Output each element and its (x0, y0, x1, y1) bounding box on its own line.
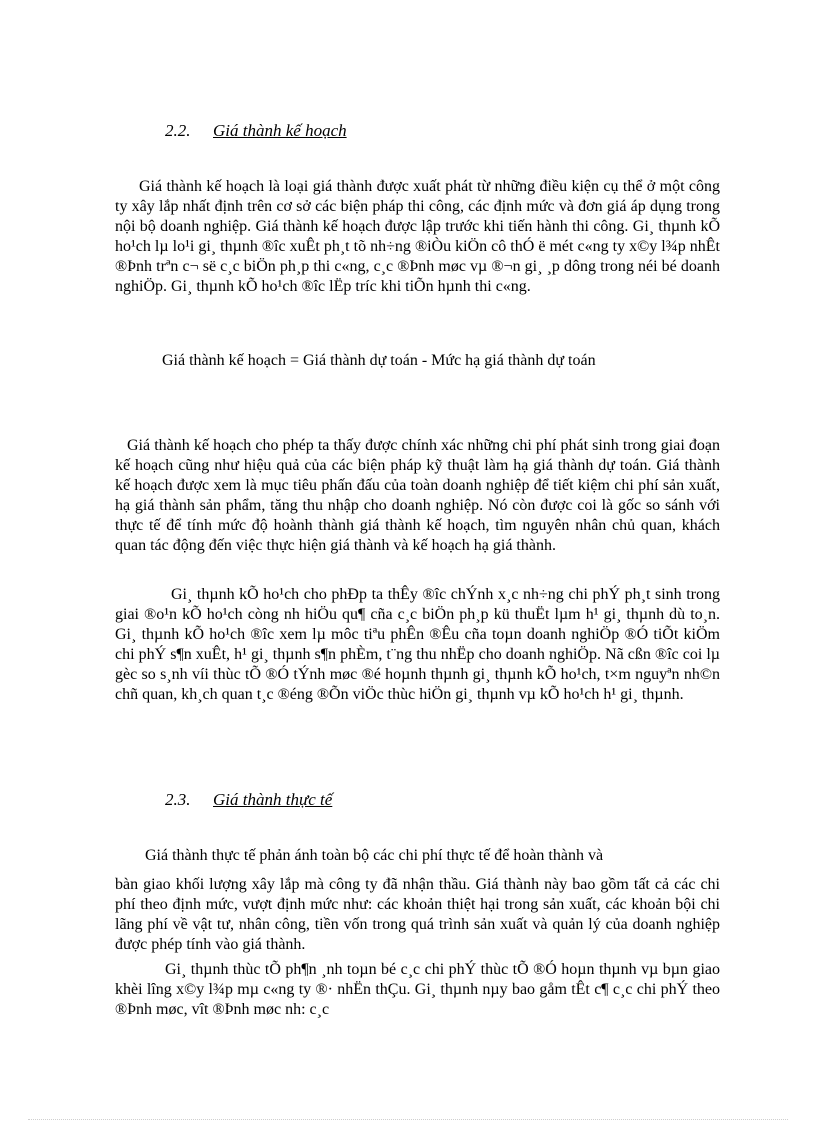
paragraph-actual-cost-legacy: Gi¸ thµnh thùc tÕ ph¶n ¸nh toµn bé c¸c chi phÝ thùc tÕ ®Ó hoµn thµnh vµ bµn giao khèi lîng x©y l¾p mµ c«ng ty ®· nhËn thÇu. Gi¸ thµnh nµy bao gåm tÊt c¶ c¸c chi phÝ theo ®Þnh møc, vît ®Þnh møc nh: c¸c (115, 961, 720, 1018)
paragraph-plan-cost-definition: Giá thành kế hoạch là loại giá thành được xuất phát từ những điều kiện cụ thể ở một công ty xây lắp nhất định trên cơ sở các biện pháp thi công, các định mức và đơn giá áp dụng trong nội bộ doanh nghiệp. Giá thành kế hoạch được lập trước khi tiến hành thi công. Gi¸ thµnh kÕ ho¹ch lµ lo¹i gi¸ thµnh ®îc xuÊt ph¸t tõ nh÷ng ®iÒu kiÖn cô thÓ ë mét c«ng ty x©y l¾p nhÊt ®Þnh trªn c¬ së c¸c biÖn ph¸p thi c«ng, c¸c ®Þnh møc vµ ®¬n gi¸ ¸p dông trong néi bé doanh nghiÖp. Gi¸ thµnh kÕ ho¹ch ®îc lËp tríc khi tiÕn hµnh thi c«ng. (115, 178, 720, 295)
section-number: 2.3. (165, 790, 191, 809)
page-bottom-divider (28, 1119, 788, 1120)
paragraph-plan-cost-purpose-legacy: Gi¸ thµnh kÕ ho¹ch cho phÐp ta thÊy ®îc chÝnh x¸c nh÷ng chi phÝ ph¸t sinh trong giai ®o¹n kÕ ho¹ch còng nh hiÖu qu¶ cña c¸c biÖn ph¸p kü thuËt lµm h¹ gi¸ thµnh dù to¸n. Gi¸ thµnh kÕ ho¹ch ®îc xem lµ môc tiªu phÊn ®Êu cña toµn doanh nghiÖp ®Ó tiÕt kiÖm chi phÝ s¶n xuÊt, h¹ gi¸ thµnh s¶n phÈm, t¨ng thu nhËp cho doanh nghiÖp. Nã cßn ®îc coi lµ gèc so s¸nh víi thùc tÕ ®Ó tÝnh møc ®é hoµnh thµnh gi¸ thµnh kÕ ho¹ch, t×m nguyªn nh©n chñ quan, kh¸ch quan t¸c ®éng ®Õn viÖc thùc hiÖn gi¸ thµnh vµ kÕ ho¹ch h¹ gi¸ thµnh. (115, 586, 720, 703)
paragraph-actual-cost-definition: bàn giao khối lượng xây lắp mà công ty đã nhận thầu. Giá thành này bao gồm tất cả các chi phí theo định mức, vượt định mức như: các khoản thiệt hại trong sản xuất, các khoản bội chi lãng phí về vật tư, nhân công, tiền vốn trong quá trình sản xuất và quản lý của doanh nghiệp được phép tính vào giá thành. (115, 876, 720, 953)
section-heading-2-3 (165, 790, 332, 810)
formula-plan-cost: Giá thành kế hoạch = Giá thành dự toán - Mức hạ giá thành dự toán (162, 352, 596, 369)
paragraph-plan-cost-purpose: Giá thành kế hoạch cho phép ta thấy được chính xác những chi phí phát sinh trong giai đoạn kế hoạch cũng như hiệu quả của các biện pháp kỹ thuật làm hạ giá thành dự toán. Giá thành kế hoạch được xem là mục tiêu phấn đấu của toàn doanh nghiệp để tiết kiệm chi phí sản xuất, hạ giá thành sản phẩm, tăng thu nhập cho doanh nghiệp. Nó còn được coi là gốc so sánh với thực tế để tính mức độ hoành thành giá thành kế hoạch, tìm nguyên nhân chủ quan, khách quan tác động đến việc thực hiện giá thành và kế hoạch hạ giá thành. (115, 437, 720, 554)
paragraph-actual-cost-first-line: Giá thành thực tế phản ánh toàn bộ các chi phí thực tế để hoàn thành và (145, 847, 604, 864)
section-number: 2.2. (165, 121, 191, 140)
section-title: Giá thành thực tế (213, 790, 333, 809)
section-title: Giá thành kế hoạch (213, 121, 347, 140)
section-heading-2-2 (165, 121, 347, 141)
